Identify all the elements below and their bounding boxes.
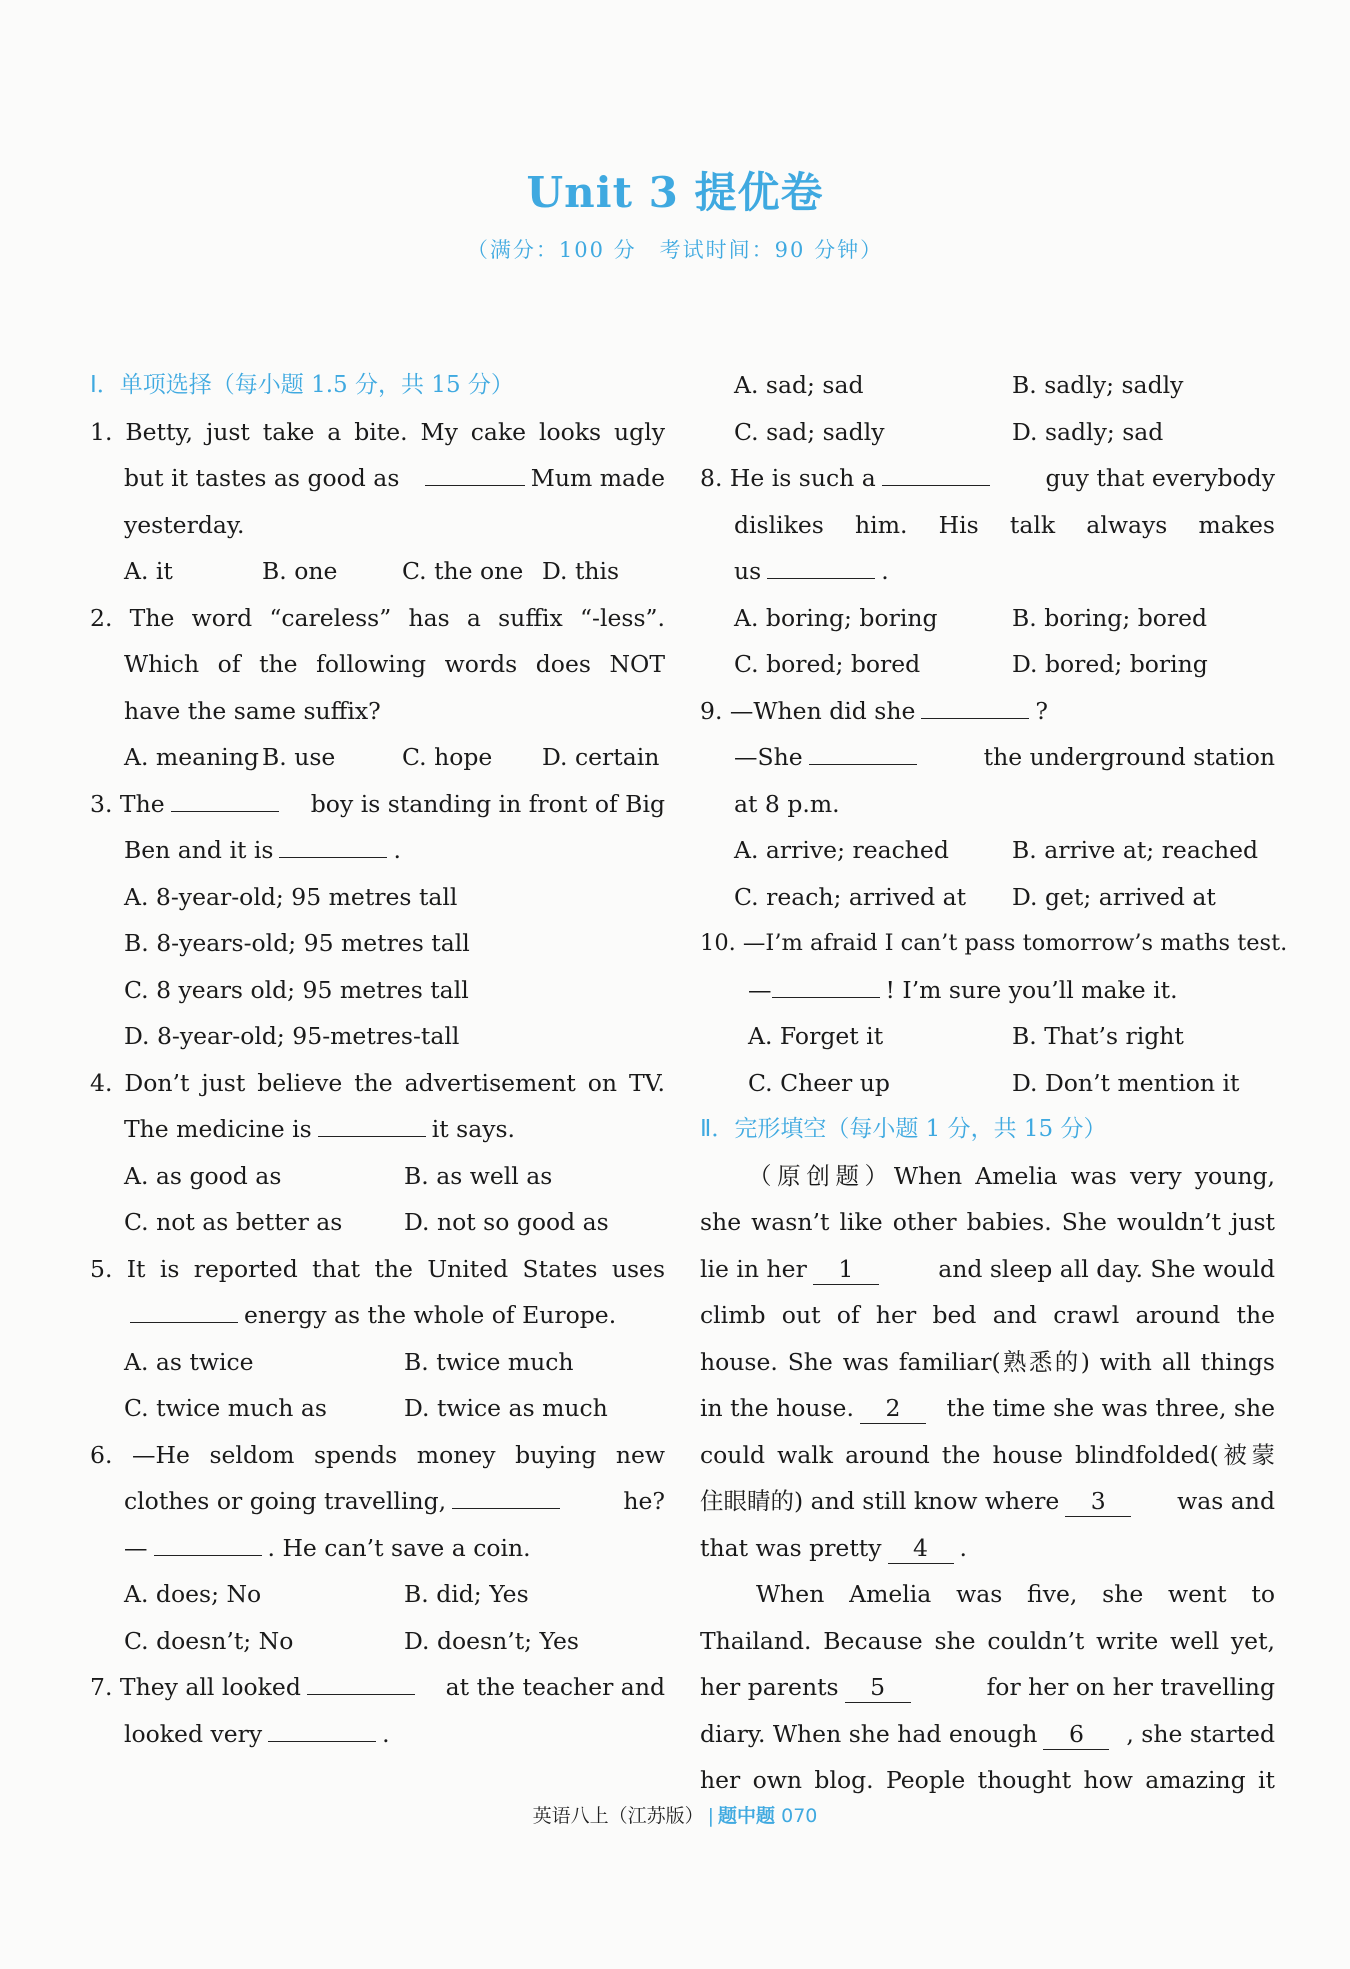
answer-blank[interactable] xyxy=(809,734,917,765)
q10-text-a: — xyxy=(748,975,772,1004)
q4-line-2 xyxy=(90,1106,665,1153)
q8-text-a: 8. He is such a xyxy=(700,464,876,492)
q3-text-c: Ben and it is xyxy=(124,836,274,864)
option-a[interactable]: A. 8-year-old; 95 metres tall xyxy=(124,882,458,911)
passage-line-4: climb out of her bed and crawl around the xyxy=(700,1301,1275,1329)
q2-line-1: 2. The word “careless” has a suffix “-less”. xyxy=(90,603,665,632)
q9-line-2 xyxy=(700,734,1275,781)
passage-line-1: （原创题）When Amelia was very young, xyxy=(748,1161,1275,1190)
option-b[interactable]: B. arrive at; reached xyxy=(1012,836,1259,864)
option-a[interactable]: A. boring; boring xyxy=(734,603,938,632)
passage-line-10: When Amelia was five, she went to xyxy=(756,1580,1275,1608)
q6-line-1: 6. —He seldom spends money buying new xyxy=(90,1440,665,1469)
q9-line-3: at 8 p.m. xyxy=(734,789,840,818)
option-c[interactable]: C. not as better as xyxy=(124,1208,343,1236)
q1-text-a: but it tastes as good as xyxy=(124,464,400,492)
left-column xyxy=(90,362,665,1757)
q8-line-1 xyxy=(700,455,1275,502)
q7-text-d: . xyxy=(382,1719,390,1748)
page-number: 070 xyxy=(781,1805,818,1827)
passage-line-9 xyxy=(700,1525,1275,1572)
q7-text-a: 7. They all looked xyxy=(90,1673,301,1701)
answer-blank[interactable] xyxy=(307,1664,415,1695)
cloze-blank-1[interactable]: 1 xyxy=(813,1254,879,1285)
q3-text-d: . xyxy=(393,836,401,864)
q6-options-row-1 xyxy=(90,1571,665,1618)
option-d[interactable]: D. sadly; sad xyxy=(1012,417,1164,446)
footer-separator: | xyxy=(707,1805,715,1827)
q9-text-a: 9. —When did she xyxy=(700,696,916,725)
q6-text-d: . He can’t save a coin. xyxy=(267,1533,531,1562)
option-d[interactable]: D. 8-year-old; 95-metres-tall xyxy=(124,1022,460,1050)
q6-line-3 xyxy=(90,1525,665,1572)
option-b[interactable]: B. sadly; sadly xyxy=(1012,371,1184,399)
q1-line-1: 1. Betty, just take a bite. My cake looks ugly xyxy=(90,417,665,446)
passage-text: , she started xyxy=(1126,1719,1275,1748)
option-a[interactable]: A. it xyxy=(124,557,173,585)
q5-options-row-1 xyxy=(90,1339,665,1386)
q10-line-2 xyxy=(700,967,1275,1014)
q8-text-d: . xyxy=(881,557,889,585)
passage-text: in the house. xyxy=(700,1394,854,1422)
option-b[interactable]: B. twice much xyxy=(404,1347,574,1376)
answer-blank[interactable] xyxy=(767,548,875,579)
passage-text: her parents xyxy=(700,1673,839,1701)
q4-options-row-1 xyxy=(90,1153,665,1200)
passage-text: for her on her travelling xyxy=(986,1673,1275,1701)
option-b[interactable]: B. use xyxy=(262,743,336,771)
section-2-title: Ⅱ．完形填空 xyxy=(700,1116,827,1142)
q7-text-b: at the teacher and xyxy=(445,1673,665,1701)
option-d[interactable]: D. this xyxy=(542,557,620,585)
option-c[interactable]: C. twice much as xyxy=(124,1394,327,1422)
q3-text-b: boy is standing in front of Big xyxy=(310,789,665,818)
answer-blank[interactable] xyxy=(425,455,525,486)
answer-blank[interactable] xyxy=(279,827,387,858)
q10-line-1: 10. —I’m afraid I can’t pass tomorrow’s maths test. xyxy=(700,930,1288,956)
passage-text: 住眼睛的) and still know where xyxy=(700,1487,1060,1515)
answer-blank[interactable] xyxy=(268,1711,376,1742)
q8-text-b: guy that everybody xyxy=(1045,464,1275,492)
passage-line-5: house. She was familiar(熟悉的) with all things xyxy=(700,1347,1275,1376)
q5-line-2 xyxy=(90,1292,665,1339)
q3-text-a: 3. The xyxy=(90,789,165,818)
q10-options-row-2 xyxy=(700,1060,1275,1107)
option-b[interactable]: B. boring; bored xyxy=(1012,603,1208,632)
option-a[interactable]: A. Forget it xyxy=(748,1022,884,1050)
section-1-heading xyxy=(90,362,665,409)
brand-name: 题中题 xyxy=(718,1805,776,1827)
page-footer xyxy=(0,1801,1350,1828)
option-b[interactable]: B. did; Yes xyxy=(404,1580,529,1608)
passage-text: diary. When she had enough xyxy=(700,1719,1038,1748)
cloze-blank-3[interactable]: 3 xyxy=(1065,1486,1131,1517)
option-c[interactable]: C. hope xyxy=(402,743,493,771)
passage-line-14: her own blog. People thought how amazing it xyxy=(700,1766,1275,1794)
q9-line-1 xyxy=(700,688,1275,735)
q6-text-a: clothes or going travelling, xyxy=(124,1487,447,1515)
passage-line-3 xyxy=(700,1246,1275,1293)
option-b[interactable]: B. as well as xyxy=(404,1161,553,1190)
passage-text: lie in her xyxy=(700,1254,807,1283)
q1-line-3: yesterday. xyxy=(124,510,245,539)
q9-text-c: —She xyxy=(734,743,803,771)
q4-options-row-2 xyxy=(90,1199,665,1246)
option-d[interactable]: D. twice as much xyxy=(404,1394,608,1422)
right-column xyxy=(700,362,1288,1804)
q10-text-b: ! I’m sure you’ll make it. xyxy=(885,975,1178,1004)
option-d[interactable]: D. get; arrived at xyxy=(1012,882,1216,911)
q9-options-row-2 xyxy=(700,874,1275,921)
passage-text: . xyxy=(959,1533,967,1562)
option-b[interactable]: B. 8-years-old; 95 metres tall xyxy=(124,929,470,957)
option-d[interactable]: D. certain xyxy=(542,743,660,771)
option-a[interactable]: A. as twice xyxy=(124,1347,254,1376)
q3-line-1 xyxy=(90,781,665,828)
q5-line-1: 5. It is reported that the United States uses xyxy=(90,1254,665,1283)
passage-text: and sleep all day. She would xyxy=(938,1254,1275,1283)
cloze-blank-2[interactable]: 2 xyxy=(860,1393,926,1424)
option-c[interactable]: C. bored; bored xyxy=(734,650,921,678)
q6-text-c: — xyxy=(124,1533,148,1562)
q5-text-b: energy as the whole of Europe. xyxy=(244,1301,617,1329)
q4-line-1: 4. Don’t just believe the advertisement on TV. xyxy=(90,1068,665,1097)
option-c[interactable]: C. doesn’t; No xyxy=(124,1626,294,1655)
answer-blank[interactable] xyxy=(154,1525,262,1556)
answer-blank[interactable] xyxy=(318,1106,426,1137)
option-b[interactable]: B. one xyxy=(262,557,338,585)
page-subtitle: （满分：100 分 考试时间：90 分钟） xyxy=(466,238,884,262)
cloze-blank-5[interactable]: 5 xyxy=(845,1672,911,1703)
q8-options-row-2 xyxy=(700,641,1275,688)
passage-line-8 xyxy=(700,1478,1275,1525)
passage-text: was and xyxy=(1177,1487,1275,1515)
q4-text-b: it says. xyxy=(431,1115,516,1143)
q8-text-c: us xyxy=(734,557,762,585)
q5-options-row-2 xyxy=(90,1385,665,1432)
answer-blank[interactable] xyxy=(130,1292,238,1323)
section-2-note: （每小题 1 分，共 15 分） xyxy=(826,1116,1107,1142)
answer-blank[interactable] xyxy=(452,1478,560,1509)
q6-options-row-2 xyxy=(90,1618,665,1665)
option-c[interactable]: C. Cheer up xyxy=(748,1068,890,1097)
option-d[interactable]: D. not so good as xyxy=(404,1208,609,1236)
section-1-title: Ⅰ．单项选择 xyxy=(90,372,212,398)
answer-blank[interactable] xyxy=(882,455,990,486)
option-d[interactable]: D. Don’t mention it xyxy=(1012,1068,1240,1097)
q2-options xyxy=(90,734,665,781)
q8-line-2: dislikes him. His talk always makes xyxy=(734,510,1275,539)
passage-line-11: Thailand. Because she couldn’t write well yet, xyxy=(700,1626,1275,1655)
q1-line-2 xyxy=(90,455,665,502)
option-c[interactable]: C. 8 years old; 95 metres tall xyxy=(124,975,469,1004)
q7-line-1 xyxy=(90,1664,665,1711)
q7-options-row-1 xyxy=(700,362,1275,409)
passage-line-2: she wasn’t like other babies. She wouldn’t just xyxy=(700,1208,1275,1236)
passage-line-6 xyxy=(700,1385,1275,1432)
option-a[interactable]: A. meaning xyxy=(124,743,259,771)
q8-options-row-1 xyxy=(700,595,1275,642)
q9-options-row-1 xyxy=(700,827,1275,874)
q7-line-2 xyxy=(90,1711,665,1758)
page-title: Unit 3 提优卷 xyxy=(526,168,824,217)
q7-options-row-2 xyxy=(700,409,1275,456)
q2-line-3: have the same suffix? xyxy=(124,696,381,725)
passage-text: that was pretty xyxy=(700,1533,882,1562)
cloze-blank-4[interactable]: 4 xyxy=(888,1533,954,1564)
section-2-heading xyxy=(700,1106,1275,1153)
q1-text-b: Mum made xyxy=(530,464,665,492)
q6-line-2 xyxy=(90,1478,665,1525)
page-header xyxy=(0,160,1350,264)
option-c[interactable]: C. the one xyxy=(402,557,524,585)
passage-text: the time she was three, she xyxy=(946,1394,1275,1422)
option-b[interactable]: B. That’s right xyxy=(1012,1022,1184,1050)
q3-line-2 xyxy=(90,827,665,874)
option-c[interactable]: C. reach; arrived at xyxy=(734,882,967,911)
passage-line-7: could walk around the house blindfolded(被蒙 xyxy=(700,1440,1275,1469)
answer-blank[interactable] xyxy=(171,781,279,812)
answer-blank[interactable] xyxy=(772,967,880,998)
cloze-blank-6[interactable]: 6 xyxy=(1043,1719,1109,1750)
passage-line-12 xyxy=(700,1664,1275,1711)
q9-text-d: the underground station xyxy=(983,743,1275,771)
q7-text-c: looked very xyxy=(124,1719,263,1748)
q9-text-b: ? xyxy=(1035,696,1048,725)
option-a[interactable]: A. as good as xyxy=(124,1161,282,1190)
q4-text-a: The medicine is xyxy=(124,1115,312,1143)
q8-line-3 xyxy=(700,548,1275,595)
option-d[interactable]: D. bored; boring xyxy=(1012,650,1208,678)
passage-line-13 xyxy=(700,1711,1275,1758)
option-a[interactable]: A. does; No xyxy=(124,1580,262,1608)
option-d[interactable]: D. doesn’t; Yes xyxy=(404,1626,579,1655)
book-name: 英语八上（江苏版） xyxy=(532,1805,704,1827)
option-a[interactable]: A. arrive; reached xyxy=(734,836,949,864)
q2-line-2: Which of the following words does NOT xyxy=(124,650,665,678)
section-1-note: （每小题 1.5 分，共 15 分） xyxy=(211,372,514,398)
option-c[interactable]: C. sad; sadly xyxy=(734,417,885,446)
answer-blank[interactable] xyxy=(921,688,1029,719)
q1-options xyxy=(90,548,665,595)
q10-options-row-1 xyxy=(700,1013,1275,1060)
q6-text-b: he? xyxy=(623,1487,665,1515)
option-a[interactable]: A. sad; sad xyxy=(734,371,864,399)
